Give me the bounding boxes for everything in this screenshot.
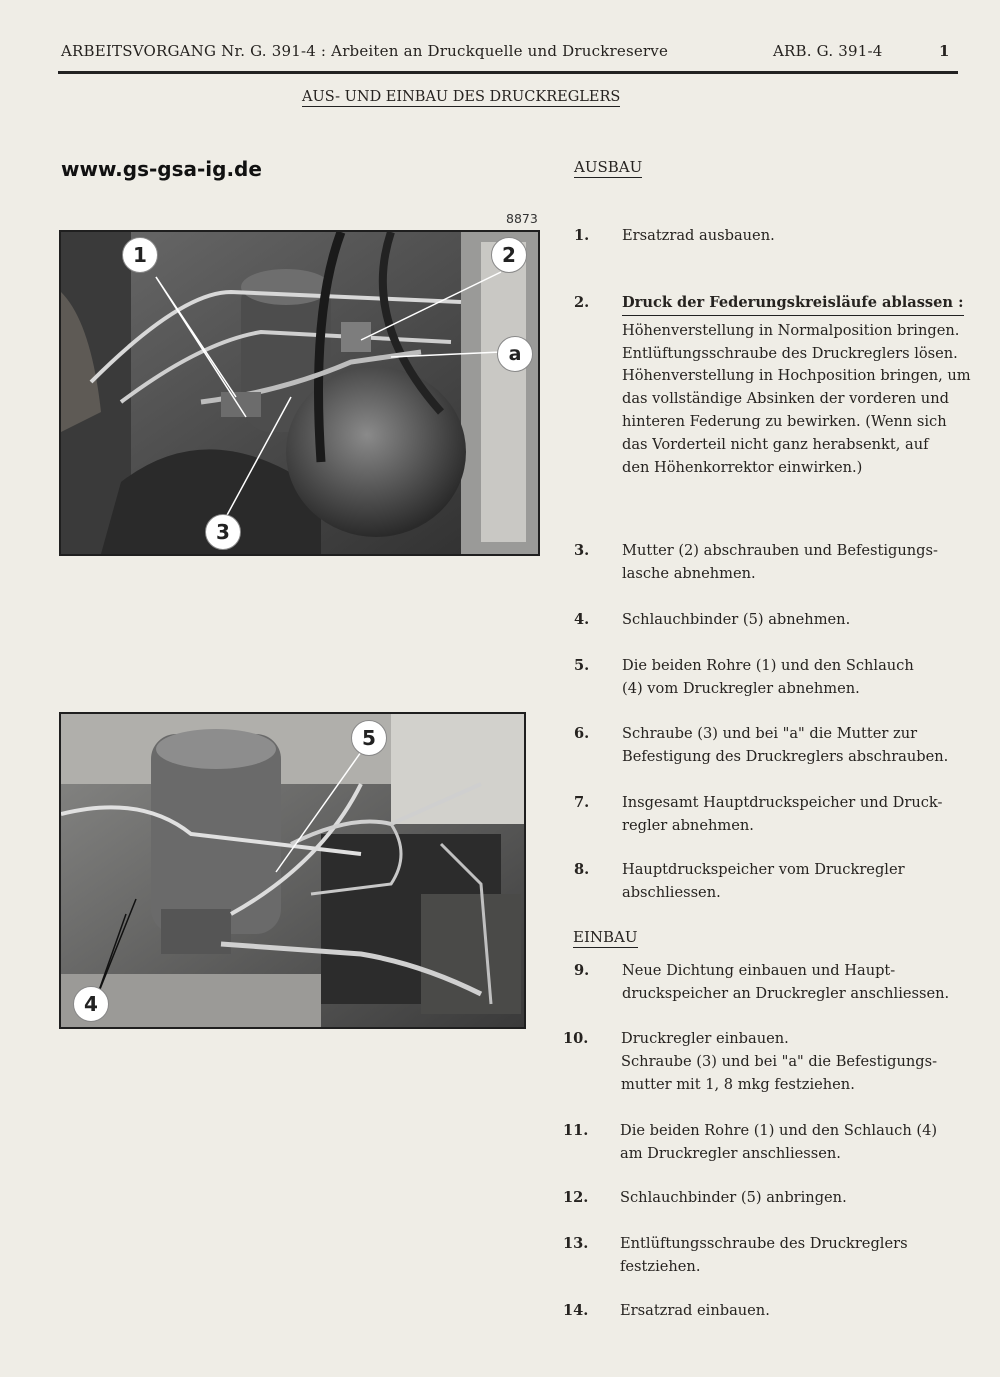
step-number: 13. <box>563 1235 589 1252</box>
step-number: 3. <box>574 542 590 559</box>
photo-engine-bay-top <box>59 230 540 556</box>
step-number: 4. <box>574 611 590 628</box>
step-line: Entlüftungsschraube des Druckreglers lösen. <box>622 344 958 362</box>
step-line: Die beiden Rohre (1) und den Schlauch (4) <box>620 1122 938 1139</box>
step-line: regler abnehmen. <box>622 816 754 834</box>
step-line: Mutter (2) abschrauben und Befestigungs- <box>622 542 938 559</box>
step-line: Die beiden Rohre (1) und den Schlauch <box>622 657 914 674</box>
step-line: das Vorderteil nicht ganz herabsenkt, auf <box>622 435 929 453</box>
step-line: Neue Dichtung einbauen und Haupt- <box>622 962 896 979</box>
step-number: 9. <box>574 962 590 979</box>
callout-2: 2 <box>491 237 527 273</box>
header-operation-code: ARB. G. 391-4 <box>773 42 883 60</box>
step-line: Höhenverstellung in Hochposition bringen, um <box>622 367 971 385</box>
step-line: am Druckregler anschliessen. <box>620 1144 841 1162</box>
step-line: (4) vom Druckregler abnehmen. <box>622 679 860 697</box>
step-line: Befestigung des Druckreglers abschrauben. <box>622 747 949 765</box>
photo-engine-bay-bottom <box>59 712 526 1029</box>
einbau-heading: EINBAU <box>573 928 638 946</box>
step-number: 10. <box>563 1030 589 1047</box>
ausbau-heading: AUSBAU <box>574 158 643 176</box>
step-number: 2. <box>574 294 590 311</box>
step-line: druckspeicher an Druckregler anschliessen. <box>622 984 950 1002</box>
header-operation-title: ARBEITSVORGANG Nr. G. 391-4 : Arbeiten an Druckquelle und Druckreserve <box>61 42 669 60</box>
step-number: 6. <box>574 725 590 742</box>
step-line: Schlauchbinder (5) anbringen. <box>620 1189 847 1206</box>
step-number: 11. <box>563 1122 589 1139</box>
step-number: 8. <box>574 861 590 878</box>
step-line: den Höhenkorrektor einwirken.) <box>622 458 863 476</box>
website-watermark: www.gs-gsa-ig.de <box>61 157 262 181</box>
callout-5: 5 <box>351 720 387 756</box>
step-line: hinteren Federung zu bewirken. (Wenn sich <box>622 412 947 430</box>
callout-4: 4 <box>73 986 109 1022</box>
header-rule <box>58 71 958 74</box>
step-line: abschliessen. <box>622 883 721 901</box>
step-line: Ersatzrad ausbauen. <box>622 227 775 244</box>
step-line: Hauptdruckspeicher vom Druckregler <box>622 861 905 878</box>
step-number: 1. <box>574 227 590 244</box>
step-number: 7. <box>574 794 590 811</box>
callout-3: 3 <box>205 514 241 550</box>
step-title: Druck der Federungskreisläufe ablassen : <box>622 292 964 316</box>
step-number: 14. <box>563 1302 589 1319</box>
step-line: Schraube (3) und bei "a" die Befestigungs- <box>621 1052 938 1070</box>
step-line: Ersatzrad einbauen. <box>620 1302 770 1319</box>
step-line: Entlüftungsschraube des Druckreglers <box>620 1235 908 1252</box>
step-line: Insgesamt Hauptdruckspeicher und Druck- <box>622 794 943 811</box>
photo-engine-bay-top-image <box>61 232 538 554</box>
step-line: Höhenverstellung in Normalposition bringen. <box>622 321 960 339</box>
step-line: Schraube (3) und bei "a" die Mutter zur <box>622 725 918 742</box>
callout-1: 1 <box>122 237 158 273</box>
step-number: 12. <box>563 1189 589 1206</box>
step-line: mutter mit 1, 8 mkg festziehen. <box>621 1075 855 1093</box>
step-line: festziehen. <box>620 1257 701 1275</box>
step-line: lasche abnehmen. <box>622 564 756 582</box>
page-number: 1 <box>939 42 950 60</box>
step-line: Schlauchbinder (5) abnehmen. <box>622 611 851 628</box>
step-line: Druckregler einbauen. <box>621 1030 789 1047</box>
photo-engine-bay-bottom-image <box>61 714 524 1027</box>
figure-number: 8873 <box>506 211 538 226</box>
callout-a: a <box>497 336 533 372</box>
step-number: 5. <box>574 657 590 674</box>
step-line: das vollständige Absinken der vorderen und <box>622 390 949 408</box>
section-title: AUS- UND EINBAU DES DRUCKREGLERS <box>302 89 621 105</box>
